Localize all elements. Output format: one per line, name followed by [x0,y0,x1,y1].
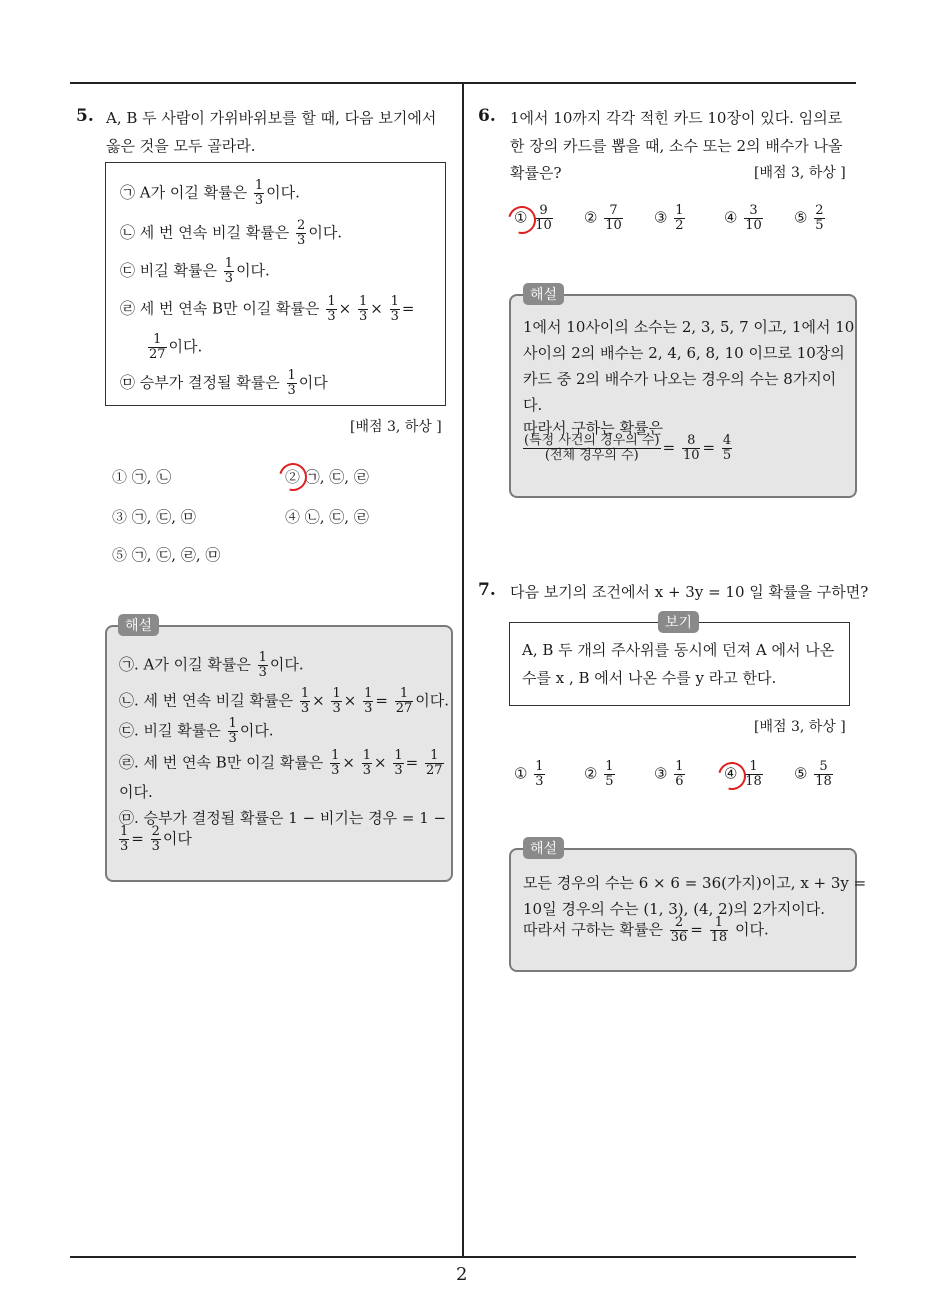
question-7-text: 다음 보기의 조건에서 x + 3y = 10 일 확률을 구하면? [510,583,869,601]
q5-solution-box [105,625,453,882]
condition-line-1: A, B 두 개의 주사위를 동시에 던져 A 에서 나온 [522,641,835,659]
q7-condition-box [509,622,850,706]
solution-line-1: 모든 경우의 수는 6 × 6 = 36(가지)이고, x + 3y = [523,874,867,892]
statement-3: ㉢ 비길 확률은 $\frac{1}{3}$ 이다. [120,256,270,286]
page-number: 2 [456,1264,468,1285]
q7-option-4[interactable]: ④ $\frac{1}{18}$ [724,759,762,789]
statement-1: ㉠ A가 이길 확률은 $\frac{1}{3}$ 이다. [120,178,300,208]
q7-box-tag: 보기 [658,611,699,633]
question-5-text-line-2: 옳은 것을 모두 골라라. [106,137,256,155]
statement-5: ㉤ 승부가 결정될 확률은 $\frac{1}{3}$ 이다 [120,368,328,398]
question-6-text-line-1: 1에서 10까지 각각 적힌 카드 10장이 있다. 임의로 [510,109,843,127]
question-number-6: 6. [478,106,496,126]
q6-option-2[interactable]: ② $\frac{7}{10}$ [584,203,622,233]
solution-line-1: 1에서 10사이의 소수는 2, 3, 5, 7 이고, 1에서 10 [523,318,855,336]
fraction: $\frac{1}{3}$ [224,256,234,286]
q5-points: [배점 3, 하상 ] [350,419,442,435]
solution-line-5: 따라서 구하는 확률은 [523,419,663,437]
column-divider [462,82,464,1258]
solution-line-4b: 이다. [119,783,153,801]
solution-line-4: ㉣. 세 번 연속 B만 이길 확률은 $\frac{1}{3}$ × $\frac{1}{3}$ × $\frac{1}{3}$ = $\frac{1}{27}$ [119,748,443,778]
q7-option-2[interactable]: ② $\frac{1}{5}$ [584,759,614,789]
q6-solution-tag: 해설 [523,283,564,305]
solution-line-3: 카드 중 2의 배수가 나오는 경우의 수는 8가지이 [523,370,837,388]
question-6-text-line-3: 확률은? [510,164,562,182]
solution-line-4: 다. [523,396,543,414]
q7-points: [배점 3, 하상 ] [754,719,846,735]
question-5-text-line-1: A, B 두 사람이 가위바위보를 할 때, 다음 보기에서 [106,109,437,127]
q5-statement-box [105,162,446,406]
q6-option-4[interactable]: ④ $\frac{3}{10}$ [724,203,762,233]
q6-points: [배점 3, 하상 ] [754,165,846,181]
q7-option-5[interactable]: ⑤ $\frac{5}{18}$ [794,759,832,789]
condition-line-2: 수를 x , B 에서 나온 수를 y 라고 한다. [522,669,777,687]
q7-solution-tag: 해설 [523,837,564,859]
q6-option-1[interactable]: ① $\frac{9}{10}$ [514,203,552,233]
solution-line-2: 사이의 2의 배수는 2, 4, 6, 8, 10 이므로 10장의 [523,344,845,362]
selected-answer-circle [274,458,312,496]
q5-option-2[interactable]: ② ㉠, ㉢, ㉣ [285,468,369,486]
q5-option-4[interactable]: ④ ㉡, ㉢, ㉣ [285,508,369,526]
solution-fraction-line: $\frac{\text{(특정 사건의 경우의 수)}}{\text{(전체 경우의 수)}}$ = $\frac{8}{10}$ = $\frac{4}{5}$ [524,433,732,463]
question-6-text-line-2: 한 장의 카드를 뽑을 때, 소수 또는 2의 배수가 나올 [510,137,843,155]
statement-4-cont: $\frac{1}{27}$ 이다. [149,332,203,362]
question-number-5: 5. [76,106,94,126]
statement-4: ㉣ 세 번 연속 B만 이길 확률은 $\frac{1}{3}$ × $\frac{1}{3}$ × $\frac{1}{3}$ = [120,294,415,324]
q6-option-3[interactable]: ③ $\frac{1}{2}$ [654,203,684,233]
solution-line-3: 따라서 구하는 확률은 $\frac{2}{36}$ = $\frac{1}{18}$ 이다. [523,915,769,945]
q6-solution-box [509,294,857,498]
question-number-7: 7. [478,580,496,600]
solution-line-3: ㉢. 비길 확률은 $\frac{1}{3}$ 이다. [119,716,274,746]
fraction: $\frac{1}{3}$ [287,368,296,398]
q7-option-1[interactable]: ① $\frac{1}{3}$ [514,759,544,789]
solution-line-6: $\frac{1}{3}$ = $\frac{2}{3}$ 이다 [120,824,192,854]
q5-option-3[interactable]: ③ ㉠, ㉢, ㉤ [112,508,196,526]
solution-line-2: ㉡. 세 번 연속 비길 확률은 $\frac{1}{3}$ × $\frac{1}{3}$ × $\frac{1}{3}$ = $\frac{1}{27}$ 이다. [119,686,450,716]
statement-2: ㉡ 세 번 연속 비길 확률은 $\frac{2}{3}$ 이다. [120,218,343,248]
solution-line-5: ㉤. 승부가 결정될 확률은 1 − 비기는 경우 = 1 − [119,809,447,827]
q7-solution-box [509,848,867,972]
fraction: $\frac{2}{3}$ [297,218,306,248]
q7-option-3[interactable]: ③ $\frac{1}{6}$ [654,759,684,789]
q5-option-1[interactable]: ① ㉠, ㉡ [112,468,172,486]
solution-line-1: ㉠. A가 이길 확률은 $\frac{1}{3}$ 이다. [119,650,304,680]
q6-option-5[interactable]: ⑤ $\frac{2}{5}$ [794,203,824,233]
q5-solution-tag: 해설 [118,614,159,636]
solution-line-2: 10일 경우의 수는 (1, 3), (4, 2)의 2가지이다. [523,900,826,918]
bottom-rule [70,1256,856,1258]
q5-option-5[interactable]: ⑤ ㉠, ㉢, ㉣, ㉤ [112,546,221,564]
fraction: $\frac{1}{3}$ [254,178,264,208]
